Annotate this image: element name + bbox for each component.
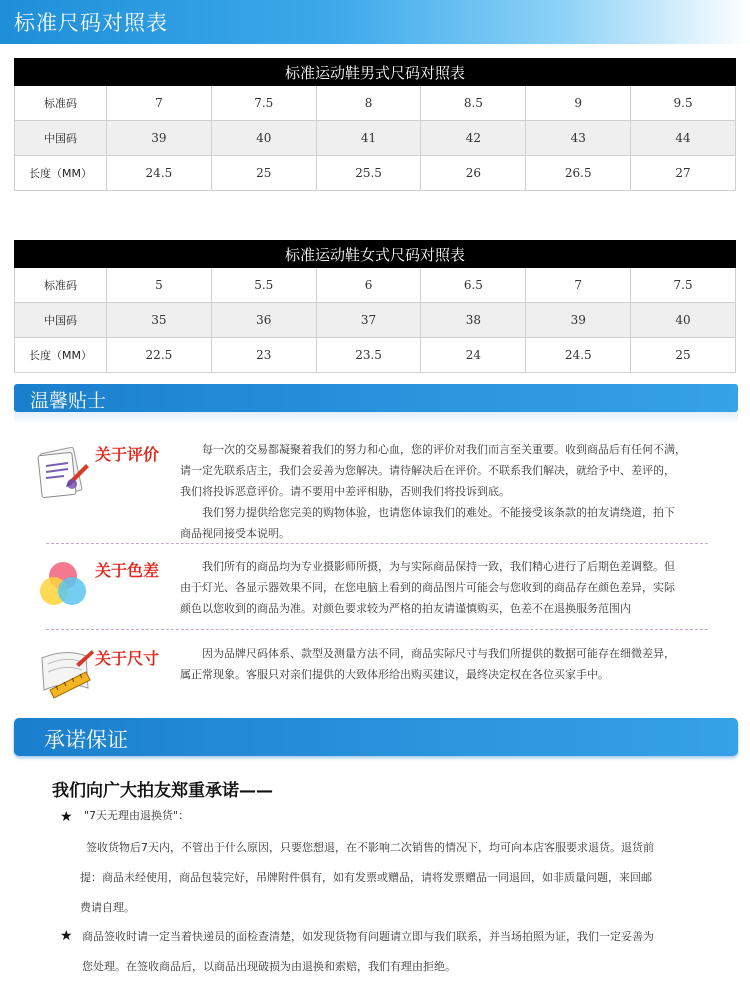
color-tip-text <box>180 556 730 619</box>
table-cell: 25 <box>211 156 316 191</box>
text-line: 请一定先联系店主，我们会妥善为您解决。请待解决后在评价。不联系我们解决，就给予中、差评的， <box>180 464 675 477</box>
table-cell: 7.5 <box>211 86 316 121</box>
text-line: 每一次的交易都凝聚着我们的努力和心血，您的评价对我们而言至关重要。收到商品后有任何不满， <box>180 443 686 456</box>
table-cell: 25 <box>631 338 736 373</box>
text-line: 颜色以您收到的商品为准。对颜色要求较为严格的拍友请谨慎购买，色差不在退换服务范围内 <box>180 602 631 615</box>
table-cell: 37 <box>316 303 421 338</box>
women-size-table <box>14 240 736 373</box>
table-cell: 5.5 <box>211 268 316 303</box>
promise-item1-text <box>80 833 730 923</box>
table-row <box>15 156 736 191</box>
table-cell: 9.5 <box>631 86 736 121</box>
table-row <box>15 86 736 121</box>
promise-banner <box>14 718 738 756</box>
table-cell: 40 <box>631 303 736 338</box>
table-cell: 6 <box>316 268 421 303</box>
table-cell: 26.5 <box>526 156 631 191</box>
star-icon: ★ <box>60 928 73 944</box>
text-line: 我们将投诉恶意评价。请不要用中差评相胁，否则我们将投诉到底。 <box>180 485 510 498</box>
table-cell: 38 <box>421 303 526 338</box>
text-line: 属正常现象。客服只对亲们提供的大致体形给出购买建议，最终决定权在各位买家手中。 <box>180 668 609 681</box>
table-cell: 24.5 <box>526 338 631 373</box>
promise-item2-text <box>82 922 732 982</box>
table-cell: 39 <box>526 303 631 338</box>
table-cell: 25.5 <box>316 156 421 191</box>
table-cell: 39 <box>107 121 212 156</box>
row-label: 标准码 <box>15 86 107 121</box>
table-cell: 42 <box>421 121 526 156</box>
text-line: 提：商品未经使用，商品包装完好，吊牌附件俱有，如有发票或赠品，请将发票赠品一同退回，如非质量问题，来回邮 <box>80 871 652 884</box>
promise-banner-title: 承诺保证 <box>44 728 128 752</box>
text-line: 费请自理。 <box>80 901 135 914</box>
table-cell: 24.5 <box>107 156 212 191</box>
table-cell: 36 <box>211 303 316 338</box>
table-cell: 24 <box>421 338 526 373</box>
table-row <box>15 121 736 156</box>
divider <box>46 543 708 544</box>
table-cell: 23.5 <box>316 338 421 373</box>
table-cell: 5 <box>107 268 212 303</box>
table-cell: 44 <box>631 121 736 156</box>
text-line: 签收货物后7天内，不管出于什么原因，只要您想退，在不影响二次销售的情况下，均可向本店客服要求退货。退货前 <box>86 841 654 854</box>
women-table-title: 标准运动鞋女式尺码对照表 <box>15 241 736 268</box>
color-tip-title: 关于色差 <box>95 561 160 580</box>
table-cell: 8.5 <box>421 86 526 121</box>
row-label: 中国码 <box>15 121 107 156</box>
review-tip-title: 关于评价 <box>95 445 160 464</box>
review-document-icon <box>34 444 90 500</box>
text-line: 我们努力提供给您完美的购物体验，也请您体谅我们的难处。不能接受该条款的拍友请绕道，拍下 <box>180 506 675 519</box>
ruler-icon <box>36 644 96 700</box>
row-label: 长度（MM） <box>15 338 107 373</box>
table-cell: 7 <box>526 268 631 303</box>
table-cell: 27 <box>631 156 736 191</box>
text-line: 商品签收时请一定当着快递员的面检查清楚，如发现货物有问题请立即与我们联系，并当场拍照为证，我们一定妥善为 <box>82 930 654 943</box>
tips-banner-title: 温馨贴士 <box>30 390 107 412</box>
promise-item1-title: "7天无理由退换货"： <box>84 809 190 822</box>
table-cell: 6.5 <box>421 268 526 303</box>
text-line: 我们所有的商品均为专业摄影师所摄，为与实际商品保持一致，我们精心进行了后期色差调整。但 <box>180 560 675 573</box>
review-tip-text <box>180 439 730 544</box>
table-cell: 9 <box>526 86 631 121</box>
row-label: 标准码 <box>15 268 107 303</box>
tips-banner <box>14 384 738 412</box>
table-cell: 35 <box>107 303 212 338</box>
table-cell: 26 <box>421 156 526 191</box>
color-circles-icon <box>36 558 90 612</box>
table-row <box>15 268 736 303</box>
table-cell: 8 <box>316 86 421 121</box>
tips-banner-shadow <box>14 412 738 424</box>
table-row <box>15 303 736 338</box>
top-banner-title: 标准尺码对照表 <box>14 11 168 35</box>
star-icon: ★ <box>60 809 73 825</box>
text-line: 由于灯光、各显示器效果不同，在您电脑上看到的商品图片可能会与您收到的商品存在颜色差异，实际 <box>180 581 675 594</box>
table-cell: 43 <box>526 121 631 156</box>
row-label: 长度（MM） <box>15 156 107 191</box>
divider <box>46 629 708 630</box>
table-cell: 7.5 <box>631 268 736 303</box>
table-cell: 7 <box>107 86 212 121</box>
text-line: 您处理。在签收商品后，以商品出现破损为由退换和索赔，我们有理由拒绝。 <box>82 960 456 973</box>
text-line: 因为品牌尺码体系、款型及测量方法不同，商品实际尺寸与我们所提供的数据可能存在细微差异， <box>180 647 675 660</box>
size-tip-title: 关于尺寸 <box>95 649 160 668</box>
text-line: 商品视同接受本说明。 <box>180 527 290 540</box>
row-label: 中国码 <box>15 303 107 338</box>
table-cell: 40 <box>211 121 316 156</box>
top-banner <box>0 0 750 44</box>
table-cell: 41 <box>316 121 421 156</box>
table-row <box>15 338 736 373</box>
men-table-title: 标准运动鞋男式尺码对照表 <box>15 59 736 86</box>
men-size-table <box>14 58 736 191</box>
size-tip-text <box>180 643 730 685</box>
table-cell: 22.5 <box>107 338 212 373</box>
table-cell: 23 <box>211 338 316 373</box>
promise-heading: 我们向广大拍友郑重承诺—— <box>52 781 273 801</box>
